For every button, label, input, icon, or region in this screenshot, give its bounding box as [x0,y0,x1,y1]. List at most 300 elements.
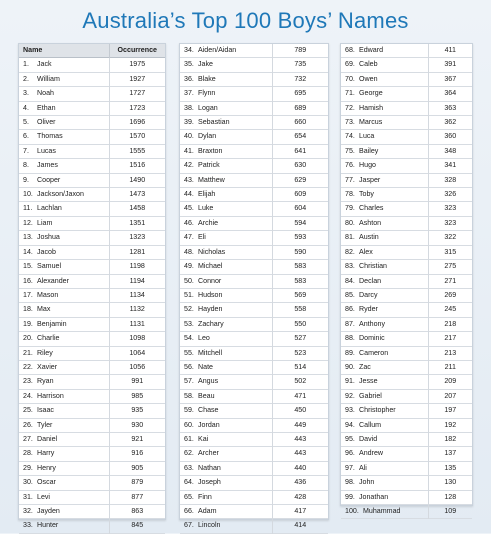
name-cell [341,447,428,461]
boy-name: Harry [37,449,55,458]
occurrence-cell: 326 [444,190,457,199]
rank-label: 91. [345,377,355,386]
occurrence-cell: 689 [294,103,307,112]
occurrence-cell: 502 [294,377,307,386]
rank-label: 41. [184,146,194,155]
rank-label: 2. [23,74,29,83]
occurrence-cell: 360 [444,132,457,141]
boy-name: Tyler [37,420,53,429]
occurrence-cell: 789 [294,46,307,54]
rank-label: 44. [184,190,194,199]
table-row [180,375,328,389]
rank-label: 35. [184,60,194,69]
table-row [19,202,165,216]
boy-name: Connor [198,276,222,285]
rank-label: 37. [184,89,194,98]
rank-label: 12. [23,218,33,227]
name-cell [341,87,428,101]
boy-name: Blake [198,74,216,83]
table-row [180,245,328,259]
occurrence-cell: 735 [294,60,307,69]
occurrence-cell: 1696 [129,118,146,127]
rank-label: 65. [184,492,194,501]
rank-label: 76. [345,161,355,170]
table-row [341,332,472,346]
table-row [19,461,165,475]
occurrence-cell: 348 [444,146,457,155]
table-row [180,346,328,360]
occurrence-cell: 1134 [129,290,145,299]
table-row [19,188,165,202]
table-row [180,44,328,58]
boy-name: Ashton [359,218,382,227]
table-row [180,159,328,173]
name-cell [341,375,428,389]
occurrence-cell: 1281 [129,247,146,256]
occurrence-cell: 1473 [129,190,146,199]
table-row [19,332,165,346]
table-row [180,101,328,115]
table-header-row [19,44,165,58]
occurrence-cell: 269 [444,290,457,299]
table-row [341,476,472,490]
occurrence-cell: 877 [131,492,144,501]
boy-name: Luca [359,132,375,141]
occurrence-cell: 391 [444,60,457,69]
occurrence-cell: 363 [444,103,457,112]
name-cell [341,288,428,302]
rank-label: 52. [184,305,194,314]
table-row [341,461,472,475]
name-cell [341,432,428,446]
rank-label: 3. [23,89,29,98]
rank-label: 92. [345,391,355,400]
rank-label: 86. [345,305,355,314]
rank-label: 19. [23,319,33,328]
rank-label: 26. [23,420,33,429]
rank-label: 9. [23,175,29,184]
table-row [341,490,472,504]
table-row [180,519,328,533]
name-cell [19,389,109,403]
rank-label: 58. [184,391,194,400]
occurrence-cell: 558 [294,305,307,314]
table-row [341,58,472,72]
name-cell [19,461,109,475]
boy-name: Mitchell [198,348,223,357]
boy-name: Lincoln [198,521,221,530]
occurrence-cell: 130 [444,478,457,487]
occurrence-cell: 1323 [129,233,146,242]
occurrence-cell: 630 [294,161,307,170]
boy-name: Cameron [359,348,389,357]
name-cell [19,216,109,230]
name-cell [180,360,272,374]
table-row [180,332,328,346]
name-cell [180,188,272,202]
rank-label: 85. [345,290,355,299]
rank-label: 51. [184,290,194,299]
name-cell [341,389,428,403]
boy-name: Luke [198,204,214,213]
boy-name: Dominic [359,334,385,343]
boy-name: Jayden [37,507,60,515]
rank-label: 25. [23,406,33,415]
rank-label: 77. [345,175,355,184]
table-row [341,72,472,86]
rank-label: 97. [345,463,355,472]
name-cell [19,130,109,144]
occurrence-cell: 436 [294,478,307,487]
table-row [341,432,472,446]
name-cell [180,144,272,158]
boy-name: Eli [198,233,206,242]
boy-name: Hunter [37,521,59,530]
name-cell [180,231,272,245]
rank-label: 17. [23,290,33,299]
table-row [19,303,165,317]
name-cell [180,303,272,317]
rank-label: 33. [23,521,33,530]
rank-label: 30. [23,478,33,487]
boy-name: Daniel [37,434,58,443]
boy-name: Aiden/Aidan [198,46,237,54]
occurrence-cell: 1064 [129,348,146,357]
table-row [19,432,165,446]
name-cell [180,317,272,331]
table-row [341,317,472,331]
names-table-column-2 [179,43,329,530]
name-cell [341,346,428,360]
boy-name: Noah [37,89,54,98]
table-row [341,260,472,274]
occurrence-cell: 1351 [129,218,146,227]
boy-name: Andrew [359,449,384,458]
rank-label: 36. [184,74,194,83]
boy-name: Michael [198,262,223,271]
table-row [341,116,472,130]
rank-label: 7. [23,146,29,155]
boy-name: Patrick [198,161,220,170]
names-table-column-1 [18,43,166,530]
name-cell [341,418,428,432]
rank-label: 4. [23,103,29,112]
boy-name: Beau [198,391,215,400]
rank-label: 99. [345,492,355,501]
rank-label: 83. [345,262,355,271]
boy-name: Joseph [198,478,221,487]
table-row [341,245,472,259]
table-row [19,288,165,302]
occurrence-cell: 323 [444,218,457,227]
boy-name: Matthew [198,175,225,184]
name-cell [341,173,428,187]
rank-label: 31. [23,492,33,501]
table-row [19,231,165,245]
rank-label: 61. [184,434,194,443]
table-row [341,202,472,216]
boy-name: George [359,89,383,98]
rank-label: 48. [184,247,194,256]
table-row [180,461,328,475]
name-cell [180,447,272,461]
name-cell [19,87,109,101]
boy-name: Sebastian [198,118,230,127]
occurrence-cell: 1131 [129,319,145,328]
rank-label: 5. [23,118,29,127]
table-row [180,476,328,490]
rank-label: 62. [184,449,194,458]
name-cell [19,317,109,331]
table-row [19,519,165,533]
boy-name: Jake [198,60,213,69]
table-row [19,101,165,115]
table-row [180,490,328,504]
name-cell [180,288,272,302]
occurrence-cell: 443 [294,449,307,458]
boy-name: Caleb [359,60,378,69]
occurrence-cell: 109 [444,507,457,515]
table-row [180,87,328,101]
name-cell [341,476,428,490]
table-row [19,58,165,72]
occurrence-cell: 569 [294,290,307,299]
table-row [341,389,472,403]
name-cell [341,188,428,202]
name-cell [19,72,109,86]
name-cell [180,260,272,274]
rank-label: 24. [23,391,33,400]
table-row [180,360,328,374]
boy-name: William [37,74,60,83]
boy-name: Hamish [359,103,384,112]
boy-name: Benjamin [37,319,67,328]
boy-name: Liam [37,218,53,227]
boy-name: Kai [198,434,209,443]
occurrence-cell: 1098 [129,334,146,343]
boy-name: Jacob [37,247,56,256]
rank-label: 34. [184,46,194,54]
name-cell [341,360,428,374]
table-row [19,274,165,288]
occurrence-cell: 1723 [129,103,146,112]
name-cell [180,432,272,446]
page-title: Australia’s Top 100 Boys’ Names [82,8,409,33]
name-cell [341,116,428,130]
boy-name: Hugo [359,161,376,170]
table-row [180,216,328,230]
rank-label: 94. [345,420,355,429]
rank-label: 66. [184,507,194,515]
boy-name: Harrison [37,391,64,400]
table-row [19,116,165,130]
table-row [19,216,165,230]
rank-label: 63. [184,463,194,472]
name-cell [19,447,109,461]
boy-name: Jasper [359,175,381,184]
name-cell [19,274,109,288]
occurrence-cell: 1570 [129,132,146,141]
boy-name: Joshua [37,233,60,242]
boy-name: Muhammad [363,507,401,515]
rank-label: 8. [23,161,29,170]
occurrence-cell: 341 [444,161,457,170]
occurrence-cell: 128 [444,492,457,501]
occurrence-cell: 1194 [129,276,145,285]
names-table [19,44,165,534]
table-row [341,144,472,158]
boy-name: Chase [198,406,219,415]
name-cell [341,130,428,144]
occurrence-cell: 594 [294,218,307,227]
boy-name: Declan [359,276,382,285]
rank-label: 20. [23,334,33,343]
occurrence-cell: 732 [294,74,307,83]
occurrence-cell: 275 [444,262,457,271]
occurrence-cell: 428 [294,492,307,501]
table-row [19,490,165,504]
boy-name: Henry [37,463,56,472]
table-row [19,360,165,374]
occurrence-cell: 514 [294,362,307,371]
boy-name: Thomas [37,132,63,141]
table-row [180,303,328,317]
table-row [341,505,472,519]
names-table-column-3 [340,43,473,515]
table-row [180,58,328,72]
table-row [19,375,165,389]
boy-name: Alexander [37,276,69,285]
name-cell [180,44,272,58]
rank-label: 32. [23,507,33,515]
occurrence-cell: 1132 [129,305,145,314]
name-cell [341,216,428,230]
name-cell [19,375,109,389]
rank-label: 69. [345,60,355,69]
rank-label: 56. [184,362,194,371]
name-cell [19,476,109,490]
occurrence-column-header: Occurrence [117,46,157,54]
name-cell [19,288,109,302]
rank-label: 59. [184,406,194,415]
table-row [19,159,165,173]
name-cell [180,72,272,86]
occurrence-cell: 985 [131,391,144,400]
table-row [180,202,328,216]
names-table [341,44,472,519]
boy-name: Flynn [198,89,216,98]
name-cell [341,404,428,418]
table-row [180,173,328,187]
table-row [341,404,472,418]
table-row [19,389,165,403]
rank-label: 29. [23,463,33,472]
table-row [341,375,472,389]
name-cell [19,116,109,130]
rank-label: 98. [345,478,355,487]
table-row [341,87,472,101]
rank-label: 90. [345,362,355,371]
boy-name: Xavier [37,362,58,371]
occurrence-cell: 921 [131,434,144,443]
boy-name: Christian [359,262,387,271]
table-row [341,216,472,230]
name-cell [180,461,272,475]
boy-name: Hudson [198,290,223,299]
occurrence-cell: 322 [444,233,457,242]
rank-label: 16. [23,276,33,285]
table-row [180,188,328,202]
boy-name: Callum [359,420,382,429]
name-cell [19,202,109,216]
boy-name: Oliver [37,118,56,127]
rank-label: 55. [184,348,194,357]
table-row [341,418,472,432]
name-cell [180,346,272,360]
name-cell [180,58,272,72]
rank-label: 68. [345,46,355,54]
name-cell [19,346,109,360]
occurrence-cell: 905 [131,463,144,472]
table-row [341,188,472,202]
occurrence-cell: 641 [294,146,307,155]
boy-name: Ali [359,463,367,472]
boy-name: Darcy [359,290,378,299]
table-row [19,72,165,86]
occurrence-cell: 245 [444,305,457,314]
occurrence-cell: 916 [131,449,144,458]
boy-name: Nathan [198,463,221,472]
name-cell [341,332,428,346]
table-row [19,130,165,144]
table-row [341,173,472,187]
rank-label: 75. [345,146,355,155]
rank-label: 89. [345,348,355,357]
name-cell [341,317,428,331]
table-row [19,404,165,418]
occurrence-cell: 192 [444,420,457,429]
boy-name: John [359,478,375,487]
occurrence-cell: 1490 [129,175,146,184]
name-cell [180,389,272,403]
rank-label: 46. [184,218,194,227]
rank-label: 72. [345,103,355,112]
occurrence-cell: 411 [444,46,456,54]
table-row [180,404,328,418]
name-cell [341,101,428,115]
rank-label: 21. [23,348,33,357]
boy-name: Archer [198,449,219,458]
boy-name: Jonathan [359,492,389,501]
rank-label: 73. [345,118,355,127]
boy-name: Dylan [198,132,217,141]
name-cell [19,101,109,115]
name-cell [341,490,428,504]
name-cell [180,202,272,216]
table-row [19,346,165,360]
table-row [19,245,165,259]
boy-name: Ryan [37,377,54,386]
occurrence-cell: 209 [444,377,457,386]
rank-label: 88. [345,334,355,343]
table-row [341,101,472,115]
boy-name: Samuel [37,262,62,271]
occurrence-cell: 449 [294,420,307,429]
boy-name: Logan [198,103,218,112]
occurrence-cell: 1056 [129,362,146,371]
rank-label: 40. [184,132,194,141]
boy-name: Max [37,305,51,314]
